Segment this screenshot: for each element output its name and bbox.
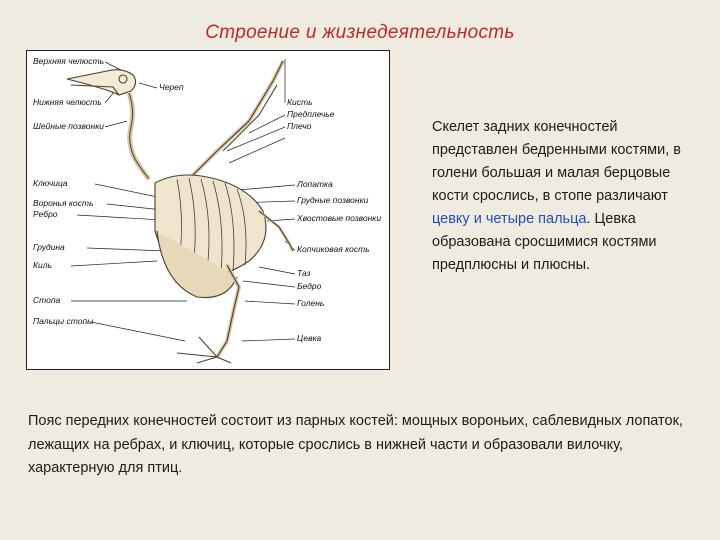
label-upper-beak: Верхняя челюсть: [33, 56, 105, 66]
label-shin: Голень: [297, 298, 325, 308]
label-pelvis: Таз: [297, 268, 311, 278]
slide-title: Строение и жизнедеятельность: [205, 22, 515, 43]
label-sternum: Грудина: [33, 242, 65, 252]
label-thoracic: Грудные позвонки: [297, 195, 369, 205]
label-scapula: Лопатка: [297, 179, 333, 189]
label-cervical: Шейные позвонки: [33, 121, 104, 131]
fore-limb-paragraph: Пояс передних конечностей состоит из парных костей: мощных вороньих, саблевидных лопаток, лежащих на ребрах, и ключиц, которые срослись в нижней части и образовали вилочку, характерную для птиц.: [28, 413, 683, 476]
label-foot: Стопа: [33, 295, 61, 305]
bird-skeleton-figure: [26, 50, 390, 370]
label-femur: Бедро: [297, 281, 322, 291]
label-tarsus: Цевка: [297, 333, 322, 343]
tarsus-link[interactable]: цевку и четыре пальца: [432, 211, 587, 227]
label-coracoid: Воронья кость: [33, 198, 94, 208]
label-toes: Пальцы стопы: [33, 316, 94, 326]
side-text-part2: . Цевка образована сросшимися костями предплюсны и плюсны.: [432, 211, 657, 273]
label-clavicle: Ключица: [33, 178, 68, 188]
hind-limb-paragraph: [432, 116, 694, 277]
label-shoulder: Плечо: [287, 121, 312, 131]
label-hand: Кисть: [287, 97, 313, 107]
label-lower-beak: Нижняя челюсть: [33, 97, 102, 107]
label-pygostyle: Копчиковая кость: [297, 244, 370, 254]
side-text-part1: Скелет задних конечностей представлен бедренными костями, в голени большая и малая берцовые кости срослись, в стопе различают: [432, 119, 681, 204]
label-caudal: Хвостовые позвонки: [297, 213, 382, 223]
label-forearm: Предплечье: [287, 109, 335, 119]
label-ribs: Ребро: [33, 209, 58, 219]
label-skull: Череп: [159, 82, 184, 92]
label-keel: Киль: [33, 260, 53, 270]
